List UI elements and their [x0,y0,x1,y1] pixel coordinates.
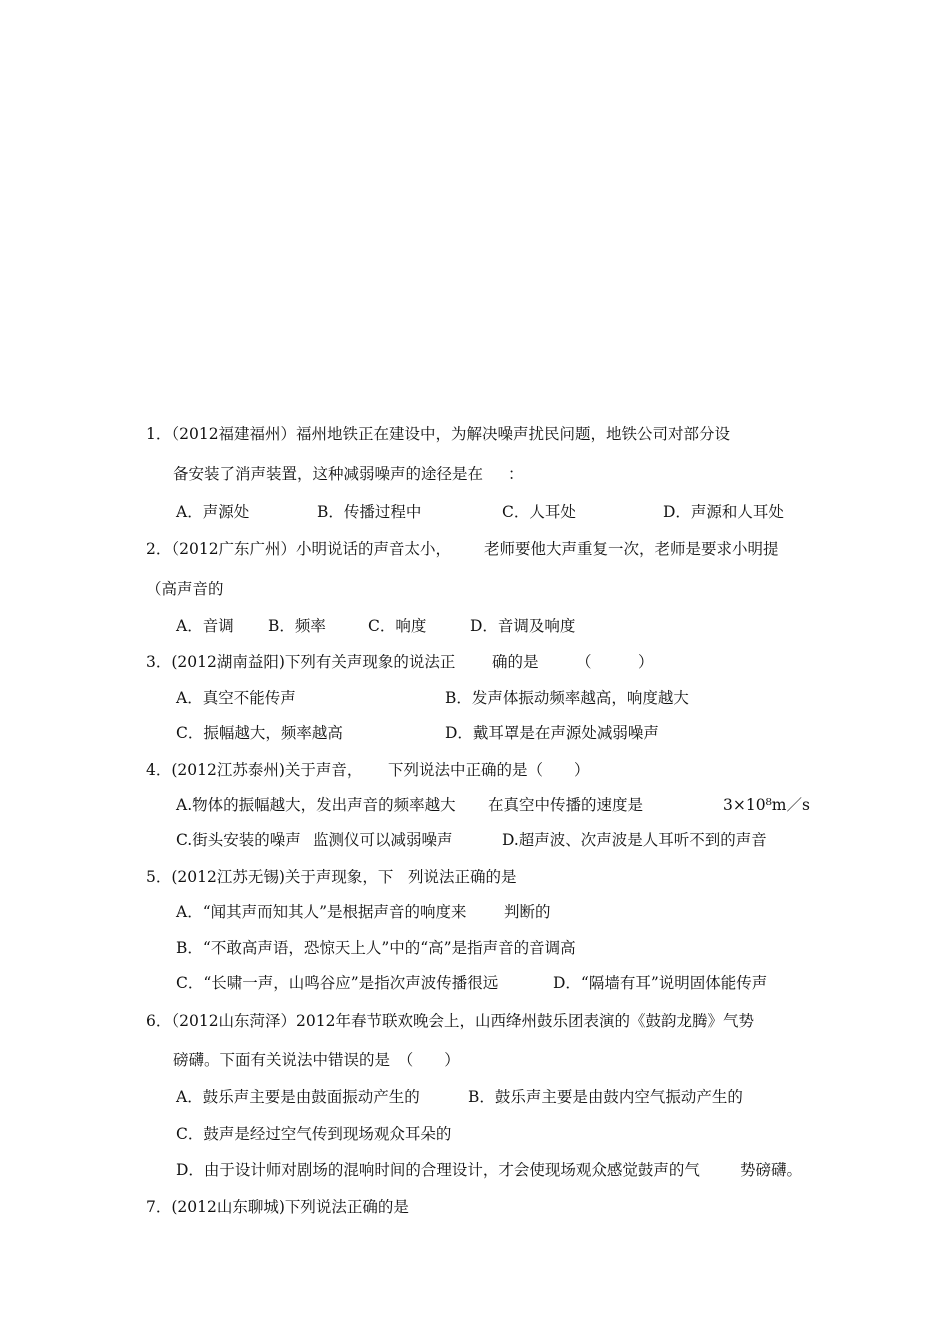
q4-option-a: A.物体的振幅越大，发出声音的频率越大 [176,796,456,814]
q2-option-d: D．音调及响度 [470,617,576,635]
q1-stem-tail: ： [508,465,524,483]
q5-option-c: C．“长啸一声，山鸣谷应”是指次声波传播很远 [176,974,499,992]
q1-option-d: D．声源和人耳处 [663,503,784,521]
q6-option-a: A．鼓乐声主要是由鼓面振动产生的 [176,1088,420,1106]
q4-stem-part1: 4．(2012江苏泰州)关于声音， [146,761,363,779]
q6-stem-line1: 6．（2012山东菏泽）2012年春节联欢晚会上，山西绛州鼓乐团表演的《鼓韵龙腾》气势 [146,1012,755,1030]
q3-option-d: D．戴耳罩是在声源处减弱噪声 [445,724,659,742]
q3-stem-part2: 确的是 [492,653,539,671]
q2-stem-line1-part1: 2．（2012广东广州）小明说话的声音太小， [146,540,452,558]
q5-option-b: B．“不敢高声语，恐惊天上人”中的“高”是指声音的音调高 [176,939,576,957]
q5-stem-part2: 列说法正确的是 [408,868,517,886]
q4-option-b: 在真空中传播的速度是 [488,796,644,814]
q6-stem-line2: 磅礴。下面有关说法中错误的是 （ ） [173,1051,460,1069]
q6-option-c: C．鼓声是经过空气传到现场观众耳朵的 [176,1125,452,1143]
q3-option-b: B．发声体振动频率越高，响度越大 [445,689,689,707]
q1-option-b: B．传播过程中 [317,503,422,521]
q6-option-d-tail: 势磅礴。 [740,1161,803,1179]
q1-stem-line1: 1．（2012福建福州）福州地铁正在建设中，为解决噪声扰民问题，地铁公司对部分设 [146,425,731,443]
q5-option-a: A．“闻其声而知其人”是根据声音的响度来 [176,903,467,921]
q3-answer-bracket: （ ） [576,653,654,671]
q1-stem-line2: 备安装了消声装置，这种减弱噪声的途径是在 [173,465,484,483]
q7-stem: 7．(2012山东聊城)下列说法正确的是 [146,1198,409,1216]
q1-option-c: C．人耳处 [502,503,576,521]
q3-stem-part1: 3．(2012湖南益阳)下列有关声现象的说法正 [146,653,456,671]
q6-option-d: D．由于设计师对剧场的混响时间的合理设计，才会使现场观众感觉鼓声的气 [176,1161,700,1179]
q4-option-c-part2: 监测仪可以减弱噪声 [313,831,453,849]
q1-option-a: A．声源处 [176,503,250,521]
q4-option-b-value: 3×10⁸m／s [723,796,810,814]
q2-option-b: B．频率 [268,617,326,635]
q5-option-a-tail: 判断的 [504,903,551,921]
q4-stem-part2: 下列说法中正确的是（ ） [388,761,590,779]
q5-option-d: D．“隔墙有耳”说明固体能传声 [553,974,768,992]
q6-option-b: B．鼓乐声主要是由鼓内空气振动产生的 [468,1088,743,1106]
q4-option-d: D.超声波、次声波是人耳听不到的声音 [502,831,767,849]
q2-stem-line2: （高声音的 [146,580,224,598]
q2-option-c: C．响度 [368,617,427,635]
q5-stem-part1: 5．(2012江苏无锡)关于声现象，下 [146,868,394,886]
q2-option-a: A．音调 [176,617,234,635]
q3-option-c: C．振幅越大，频率越高 [176,724,343,742]
q2-stem-line1-part2: 老师要他大声重复一次，老师是要求小明提 [484,540,779,558]
q4-option-c-part1: C.街头安装的噪声 [176,831,301,849]
q3-option-a: A．真空不能传声 [176,689,296,707]
